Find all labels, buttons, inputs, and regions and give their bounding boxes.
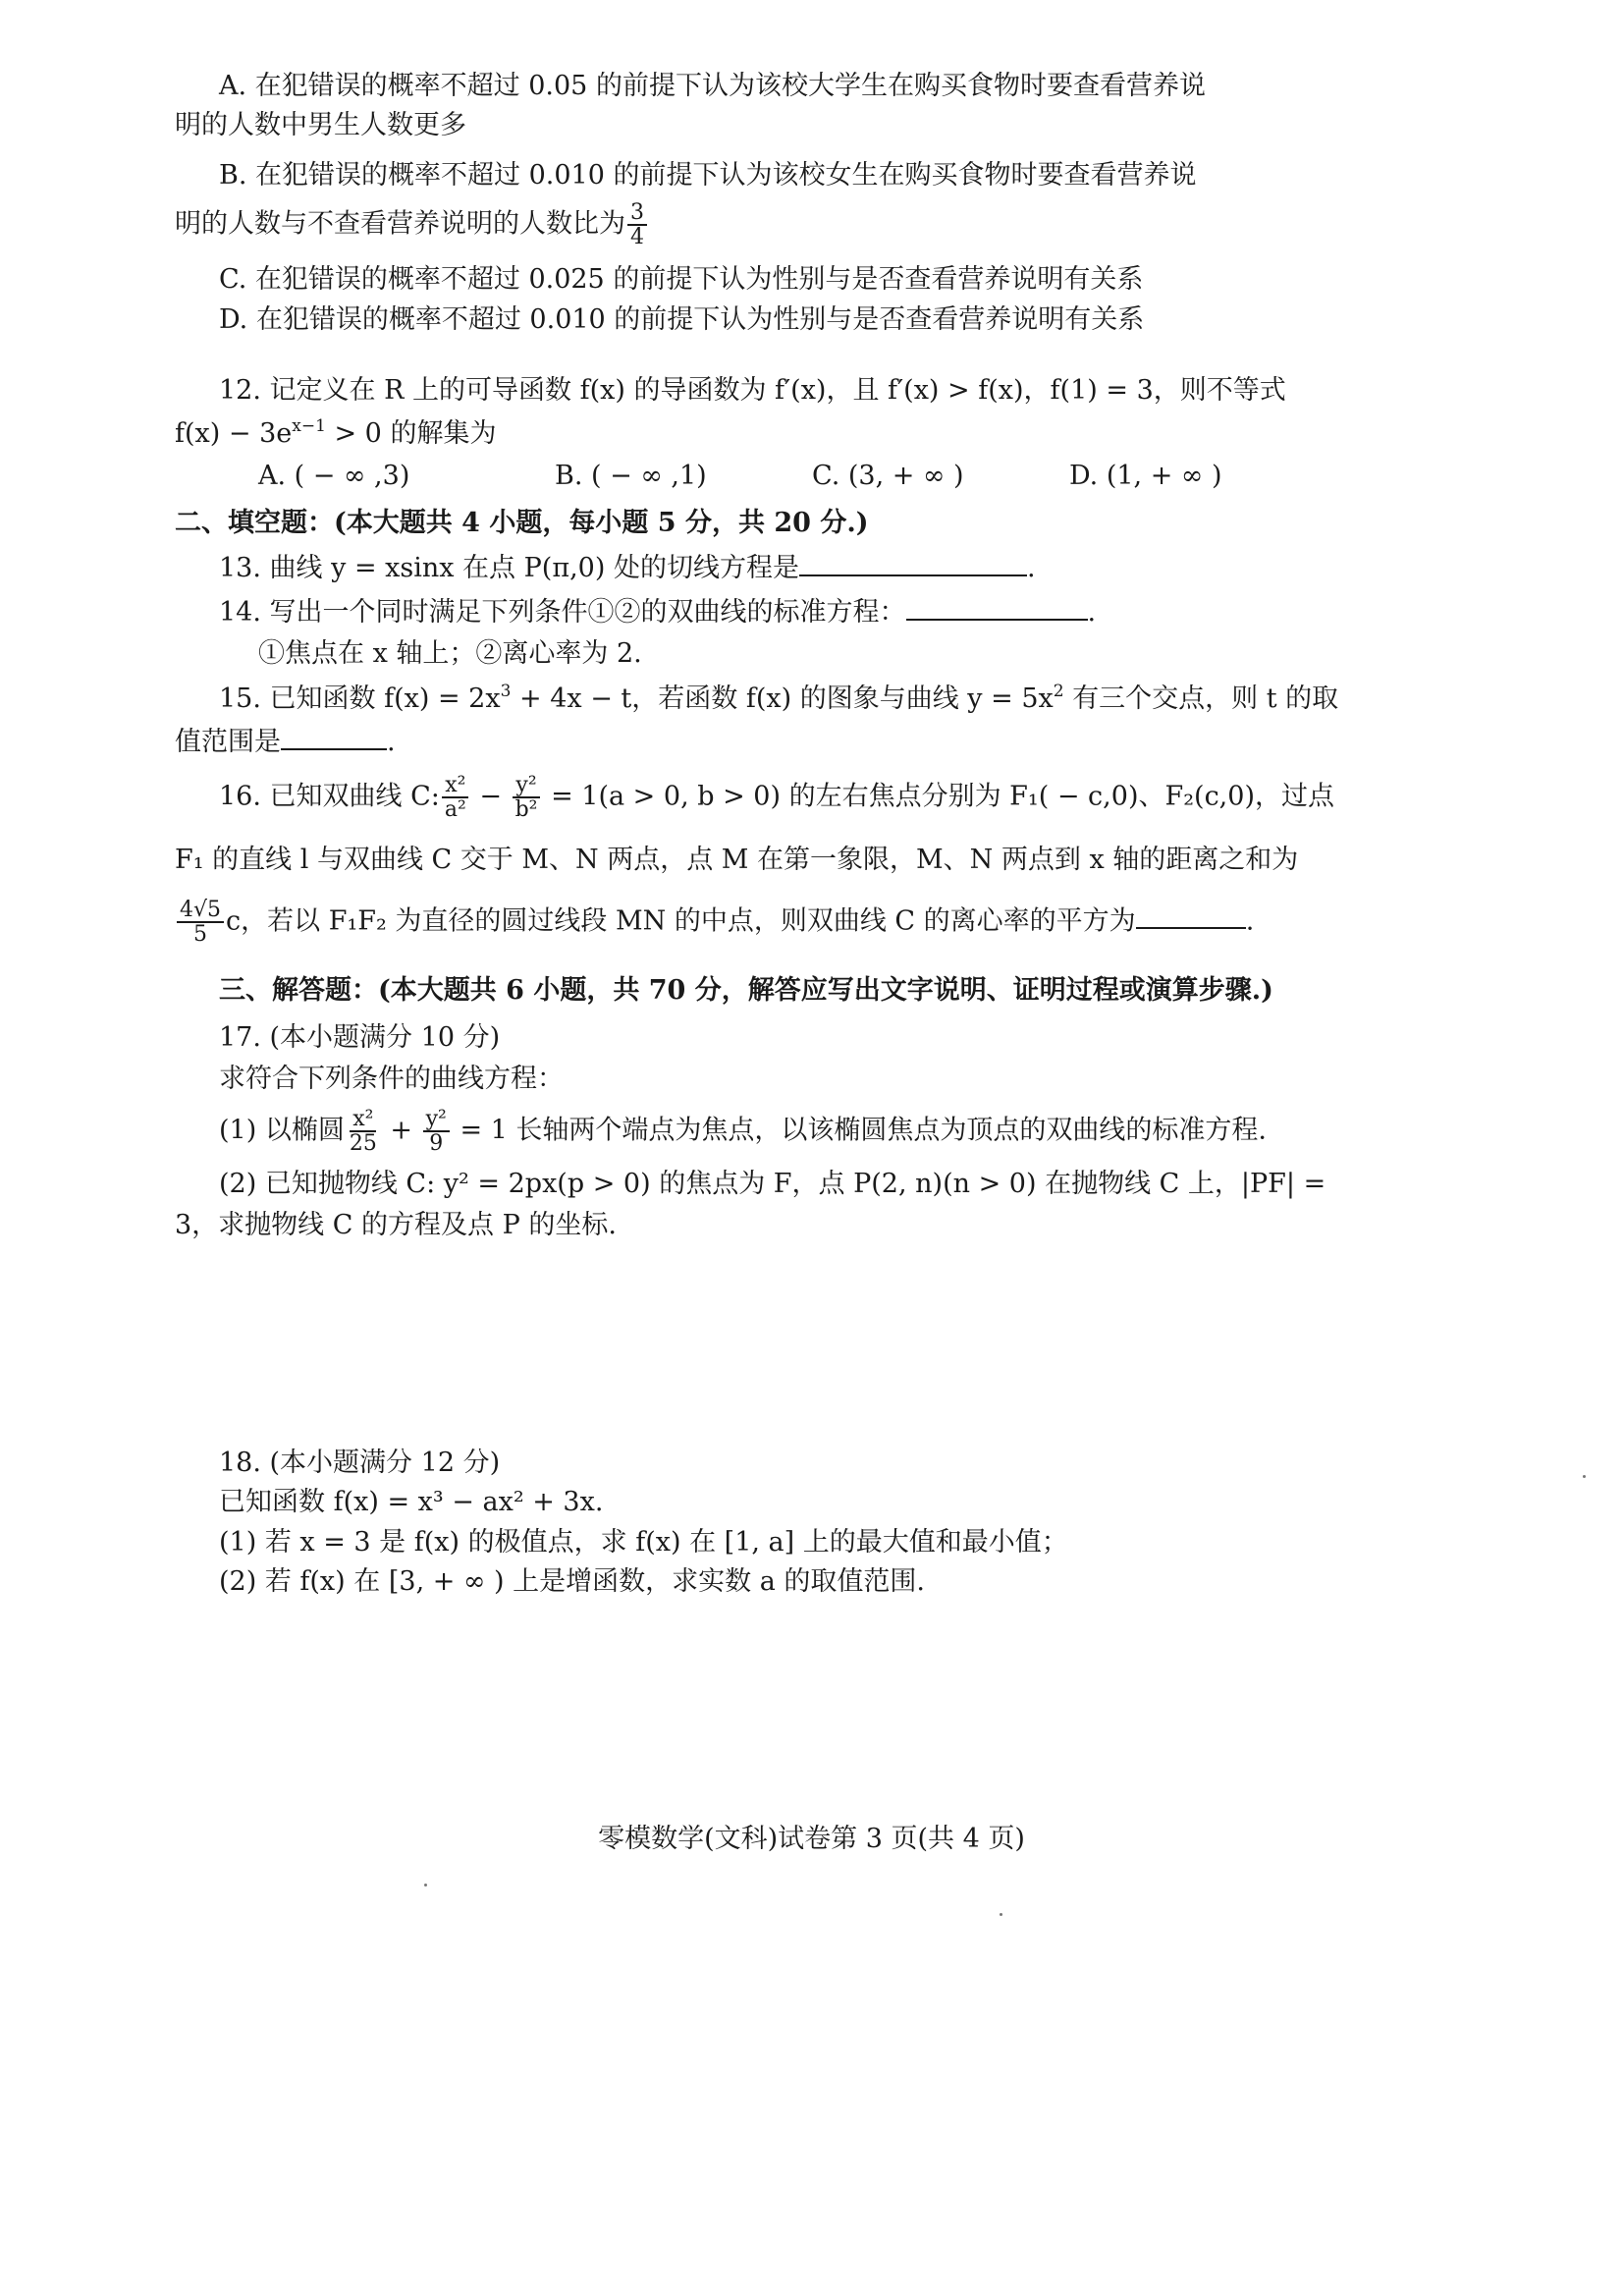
question-13 [175,553,1380,584]
fraction-numerator: y² [513,774,539,798]
q15-func: 15. 已知函数 f(x) = 2x [219,683,501,714]
fraction-denominator: 5 [193,921,207,947]
q15-line2 [175,727,1335,758]
q12-option-b: B. ( − ∞ ,1) [555,460,707,491]
q16-line1 [175,774,1335,821]
q14-answer-blank [906,597,1088,621]
q15-line1 [175,682,1339,715]
q16-lead: 16. 已知双曲线 C: [219,781,440,812]
q13-answer-blank [799,553,1027,576]
fraction-numerator: y² [423,1108,450,1132]
q12-option-c: C. (3, + ∞ ) [812,460,964,491]
fraction-denominator: 4 [630,225,644,250]
fraction-numerator: 4√5 [177,899,224,923]
section-3-heading: 三、解答题：(本大题共 6 小题，共 70 分，解答应写出文字说明、证明过程或演算步骤.) [219,975,1273,1006]
scan-speck [1583,1475,1586,1478]
q12-line2 [175,416,1335,450]
q17-part2-line1: (2) 已知抛物线 C: y² = 2px(p > 0) 的焦点为 F，点 P(2, n)(n > 0) 在抛物线 C 上，|PF| = [219,1168,1326,1199]
q16-line1-tail: = 1(a > 0, b > 0) 的左右焦点分别为 F₁( − c,0)、F₂(c,0)，过点 [542,781,1334,812]
fraction-3-4 [627,201,647,248]
fraction-numerator: x² [442,774,468,798]
q16-answer-blank [1136,905,1246,929]
fraction-numerator: x² [350,1108,376,1132]
q11-options [175,71,1335,336]
question-17 [175,1022,1335,1242]
question-18 [175,1448,1335,1599]
q12-expr-tail: > 0 的解集为 [325,418,497,450]
q16-period: . [1245,905,1255,937]
fraction-denominator: 25 [349,1130,377,1156]
q13-text: 13. 曲线 y = xsinx 在点 P(π,0) 处的切线方程是 [219,553,799,583]
scan-speck [1000,1913,1002,1916]
q16-line2: F₁ 的直线 l 与双曲线 C 交于 M、N 两点，点 M 在第一象限，M、N 两点到 x 轴的距离之和为 [175,845,1299,876]
fraction-denominator: b² [514,797,538,823]
q15-exp-3: 3 [500,682,512,701]
q12-option-d: D. (1, + ∞ ) [1069,460,1222,491]
q11-option-c: C. 在犯错误的概率不超过 0.025 的前提下认为性别与是否查看营养说明有关系 [219,264,1144,296]
q12-option-a: A. ( − ∞ ,3) [258,460,410,491]
fraction-y2-9 [423,1108,450,1155]
q17-intro: 求符合下列条件的曲线方程： [219,1064,564,1095]
q16-minus: − [470,781,511,812]
q18-intro: 已知函数 f(x) = x³ − ax² + 3x. [219,1487,604,1518]
question-16 [175,774,1335,946]
q15-answer-blank [281,727,387,750]
q11-option-a-line1: A. 在犯错误的概率不超过 0.05 的前提下认为该校大学生在购买食物时要查看营养说 [219,71,1206,101]
q13-period: . [1026,553,1036,583]
q11-option-b-line1: B. 在犯错误的概率不超过 0.010 的前提下认为该校女生在购买食物时要查看营养说 [219,159,1197,191]
q15-period: . [387,727,396,758]
q18-title: 18. (本小题满分 12 分) [219,1448,501,1478]
q14-period: . [1087,597,1097,628]
q17-part2-line2: 3，求抛物线 C 的方程及点 P 的坐标. [175,1210,617,1241]
q11-option-b-text: 明的人数与不查看营养说明的人数比为 [175,208,625,240]
q15-mid: + 4x − t，若函数 f(x) 的图象与曲线 y = 5x [511,683,1054,714]
q11-option-a-line2: 明的人数中男生人数更多 [175,110,466,141]
question-12 [175,375,1335,492]
q12-line1: 12. 记定义在 R 上的可导函数 f(x) 的导函数为 f′(x)，且 f′(x) > f(x)，f(1) = 3，则不等式 [219,375,1286,406]
fraction-denominator: a² [444,797,466,823]
q18-part2: (2) 若 f(x) 在 [3, + ∞ ) 上是增函数，求实数 a 的取值范围. [219,1566,925,1598]
scan-speck [424,1884,427,1886]
fraction-x2-25 [347,1108,380,1155]
q11-option-b-line2 [175,201,1335,248]
q12-options [175,461,1335,492]
fraction-denominator: 9 [429,1130,444,1156]
page-footer: 零模数学(文科)试卷第 3 页(共 4 页) [598,1824,1025,1854]
q17-plus: + [381,1115,421,1146]
q17-part1 [175,1108,1335,1155]
fraction-x2-a2 [442,774,469,821]
question-14 [175,597,1335,671]
q15-text: 值范围是 [175,727,281,758]
q12-exponent: x−1 [292,416,326,437]
q15-tail: 有三个交点，则 t 的取 [1063,683,1339,714]
fraction-numerator: 3 [627,201,647,226]
q18-part1: (1) 若 x = 3 是 f(x) 的极值点，求 f(x) 在 [1, a] 上的最大值和最小值； [219,1526,1068,1558]
q11-option-d: D. 在犯错误的概率不超过 0.010 的前提下认为性别与是否查看营养说明有关系 [219,303,1145,335]
q16-line3 [175,899,1335,946]
q17-title: 17. (本小题满分 10 分) [219,1022,501,1053]
q14-text: 14. 写出一个同时满足下列条件①②的双曲线的标准方程： [219,597,906,628]
q14-conditions: ①焦点在 x 轴上；②离心率为 2. [258,638,642,670]
q12-expr: f(x) − 3e [175,418,293,450]
section-2-heading: 二、填空题：(本大题共 4 小题，每小题 5 分，共 20 分.) [175,508,869,538]
question-15 [175,682,1339,759]
q17-p1-lead: (1) 以椭圆 [219,1115,345,1146]
q14-line1 [175,597,1335,629]
q16-line3-text: c，若以 F₁F₂ 为直径的圆过线段 MN 的中点，则双曲线 C 的离心率的平方为 [226,905,1136,937]
q15-exp-2: 2 [1053,682,1064,701]
fraction-y2-b2 [513,774,541,821]
fraction-4root5-5 [177,899,224,946]
q17-p1-tail: = 1 长轴两个端点为焦点，以该椭圆焦点为顶点的双曲线的标准方程. [451,1115,1268,1146]
